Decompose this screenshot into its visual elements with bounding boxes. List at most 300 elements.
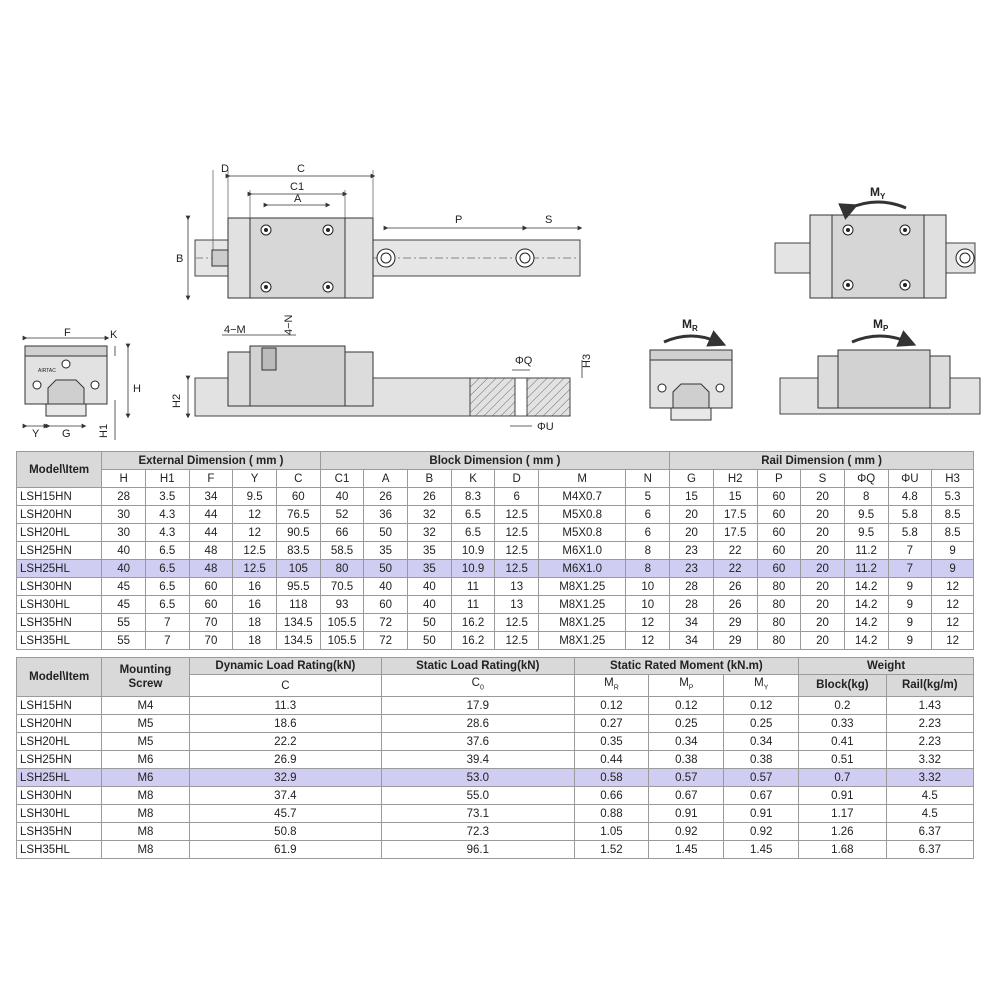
value-cell: 0.2	[799, 697, 886, 715]
column-header: D	[495, 470, 539, 488]
value-cell: 1.43	[886, 697, 973, 715]
value-cell: 9	[888, 632, 932, 650]
dimension-table	[16, 451, 974, 650]
value-cell: 134.5	[276, 614, 320, 632]
value-cell: M8	[102, 805, 189, 823]
value-cell: 12	[932, 614, 974, 632]
value-cell: 6	[626, 524, 670, 542]
table-row	[17, 632, 974, 650]
value-cell: 2.23	[886, 715, 973, 733]
end-view-drawing	[25, 327, 141, 440]
column-header: B	[408, 470, 452, 488]
value-cell: 7	[145, 614, 189, 632]
value-cell: 20	[670, 506, 714, 524]
value-cell: 7	[145, 632, 189, 650]
value-cell: 93	[320, 596, 364, 614]
value-cell: 20	[801, 488, 845, 506]
label-phiq: ΦQ	[515, 355, 533, 367]
value-cell: 17.5	[713, 506, 757, 524]
value-cell: 18	[233, 614, 277, 632]
pitch-moment-drawing	[780, 317, 980, 414]
column-header: ΦQ	[844, 470, 888, 488]
value-cell: 5	[626, 488, 670, 506]
value-cell: 18	[233, 632, 277, 650]
value-cell: 14.2	[844, 578, 888, 596]
group-static: Static Load Rating(kN)	[382, 658, 574, 675]
value-cell: M8X1.25	[539, 614, 626, 632]
value-cell: 50	[364, 560, 408, 578]
value-cell: 6.5	[145, 596, 189, 614]
column-header: P	[757, 470, 801, 488]
value-cell: 72.3	[382, 823, 574, 841]
value-cell: 20	[670, 524, 714, 542]
value-cell: 9.5	[844, 524, 888, 542]
value-cell: M8X1.25	[539, 578, 626, 596]
column-header: H2	[713, 470, 757, 488]
model-cell: LSH20HL	[17, 733, 102, 751]
label-phiu: ΦU	[537, 421, 554, 433]
value-cell: 16	[233, 596, 277, 614]
value-cell: 60	[364, 596, 408, 614]
value-cell: 55.0	[382, 787, 574, 805]
column-header: C1	[320, 470, 364, 488]
column-header: A	[364, 470, 408, 488]
value-cell: 11.2	[844, 542, 888, 560]
value-cell: 72	[364, 614, 408, 632]
value-cell: 30	[102, 506, 146, 524]
value-cell: 61.9	[189, 841, 381, 859]
sub-rail: Rail(kg/m)	[886, 675, 973, 697]
model-cell: LSH25HN	[17, 542, 102, 560]
value-cell: 60	[276, 488, 320, 506]
value-cell: 13	[495, 596, 539, 614]
value-cell: 0.91	[724, 805, 799, 823]
value-cell: 50	[364, 524, 408, 542]
group-rail: Rail Dimension ( mm )	[670, 452, 974, 470]
yaw-moment-drawing	[775, 185, 975, 298]
value-cell: 34	[670, 632, 714, 650]
value-cell: M6X1.0	[539, 542, 626, 560]
value-cell: 5.8	[888, 506, 932, 524]
top-view-drawing	[176, 163, 580, 298]
value-cell: 28	[670, 578, 714, 596]
value-cell: 0.66	[574, 787, 649, 805]
table-row	[17, 787, 974, 805]
value-cell: 20	[801, 632, 845, 650]
value-cell: 11.3	[189, 697, 381, 715]
table-row	[17, 488, 974, 506]
value-cell: 37.6	[382, 733, 574, 751]
value-cell: 6.5	[145, 560, 189, 578]
value-cell: 35	[408, 560, 452, 578]
value-cell: 1.52	[574, 841, 649, 859]
value-cell: 13	[495, 578, 539, 596]
value-cell: 20	[801, 560, 845, 578]
label-h2: H2	[171, 393, 183, 408]
value-cell: 7	[888, 560, 932, 578]
table-row	[17, 697, 974, 715]
table-row	[17, 769, 974, 787]
model-cell: LSH30HL	[17, 596, 102, 614]
label-p: P	[455, 214, 463, 226]
model-cell: LSH25HL	[17, 769, 102, 787]
value-cell: 0.57	[649, 769, 724, 787]
value-cell: 12.5	[495, 632, 539, 650]
value-cell: 105.5	[320, 632, 364, 650]
value-cell: 70	[189, 632, 233, 650]
value-cell: 16.2	[451, 614, 495, 632]
value-cell: 0.51	[799, 751, 886, 769]
value-cell: 5.8	[888, 524, 932, 542]
value-cell: 1.17	[799, 805, 886, 823]
value-cell: 0.44	[574, 751, 649, 769]
value-cell: 22	[713, 542, 757, 560]
value-cell: 11	[451, 578, 495, 596]
value-cell: 70.5	[320, 578, 364, 596]
column-header: ΦU	[888, 470, 932, 488]
value-cell: 5.3	[932, 488, 974, 506]
value-cell: 16	[233, 578, 277, 596]
table-row	[17, 560, 974, 578]
table-row	[17, 733, 974, 751]
model-cell: LSH20HN	[17, 506, 102, 524]
label-4n: 4−N	[283, 314, 295, 335]
sub-mp: $M_P$	[649, 675, 724, 697]
sub-block: Block(kg)	[799, 675, 886, 697]
value-cell: 35	[364, 542, 408, 560]
label-k: K	[110, 329, 118, 341]
value-cell: 3.32	[886, 751, 973, 769]
value-cell: 9	[888, 578, 932, 596]
value-cell: 32.9	[189, 769, 381, 787]
group-moment: Static Rated Moment (kN.m)	[574, 658, 799, 675]
value-cell: 45.7	[189, 805, 381, 823]
value-cell: 0.34	[649, 733, 724, 751]
value-cell: 4.5	[886, 787, 973, 805]
value-cell: 1.05	[574, 823, 649, 841]
value-cell: 80	[757, 614, 801, 632]
mounting-screw-header: Mounting Screw	[102, 658, 189, 697]
value-cell: 66	[320, 524, 364, 542]
value-cell: 58.5	[320, 542, 364, 560]
value-cell: 73.1	[382, 805, 574, 823]
value-cell: 12	[626, 614, 670, 632]
value-cell: 0.91	[799, 787, 886, 805]
value-cell: 0.41	[799, 733, 886, 751]
model-cell: LSH30HN	[17, 578, 102, 596]
model-cell: LSH30HL	[17, 805, 102, 823]
value-cell: 0.67	[649, 787, 724, 805]
value-cell: 0.92	[649, 823, 724, 841]
value-cell: 40	[364, 578, 408, 596]
value-cell: M4	[102, 697, 189, 715]
value-cell: 11.2	[844, 560, 888, 578]
value-cell: 105.5	[320, 614, 364, 632]
value-cell: 16.2	[451, 632, 495, 650]
value-cell: M8	[102, 787, 189, 805]
model-header-2: Model\Item	[17, 658, 102, 697]
value-cell: 9	[932, 560, 974, 578]
value-cell: 1.45	[649, 841, 724, 859]
technical-drawings	[0, 0, 1000, 450]
label-c1: C1	[290, 181, 305, 193]
value-cell: 4.8	[888, 488, 932, 506]
value-cell: 26	[364, 488, 408, 506]
value-cell: 1.26	[799, 823, 886, 841]
value-cell: 26.9	[189, 751, 381, 769]
label-my: $M_Y$	[870, 185, 886, 201]
table-row	[17, 841, 974, 859]
value-cell: 0.91	[649, 805, 724, 823]
value-cell: 60	[757, 560, 801, 578]
label-h3: H3	[581, 353, 593, 368]
value-cell: 0.12	[574, 697, 649, 715]
value-cell: 3.5	[145, 488, 189, 506]
label-f: F	[64, 327, 71, 339]
group-dynamic: Dynamic Load Rating(kN)	[189, 658, 381, 675]
value-cell: 1.45	[724, 841, 799, 859]
value-cell: 6	[495, 488, 539, 506]
value-cell: 80	[320, 560, 364, 578]
value-cell: 70	[189, 614, 233, 632]
value-cell: 11	[451, 596, 495, 614]
label-g: G	[62, 428, 71, 440]
roll-moment-drawing	[650, 317, 732, 420]
value-cell: 60	[757, 524, 801, 542]
value-cell: 80	[757, 578, 801, 596]
value-cell: M5X0.8	[539, 506, 626, 524]
value-cell: 34	[189, 488, 233, 506]
value-cell: 8	[626, 542, 670, 560]
value-cell: 0.38	[724, 751, 799, 769]
model-cell: LSH35HL	[17, 632, 102, 650]
value-cell: M8	[102, 841, 189, 859]
value-cell: 20	[801, 506, 845, 524]
value-cell: 36	[364, 506, 408, 524]
value-cell: M8	[102, 823, 189, 841]
value-cell: 12	[932, 596, 974, 614]
value-cell: 7	[888, 542, 932, 560]
model-cell: LSH20HL	[17, 524, 102, 542]
value-cell: 4.3	[145, 506, 189, 524]
value-cell: 26	[713, 578, 757, 596]
value-cell: 95.5	[276, 578, 320, 596]
value-cell: 40	[102, 560, 146, 578]
value-cell: 60	[757, 506, 801, 524]
value-cell: 6	[626, 506, 670, 524]
side-view-drawing	[171, 314, 593, 433]
value-cell: 40	[102, 542, 146, 560]
table-row	[17, 715, 974, 733]
column-header: N	[626, 470, 670, 488]
value-cell: M4X0.7	[539, 488, 626, 506]
column-header: K	[451, 470, 495, 488]
value-cell: 20	[801, 578, 845, 596]
value-cell: 34	[670, 614, 714, 632]
value-cell: 12	[932, 632, 974, 650]
value-cell: M6	[102, 751, 189, 769]
value-cell: M5X0.8	[539, 524, 626, 542]
value-cell: 17.5	[713, 524, 757, 542]
group-external: External Dimension ( mm )	[102, 452, 320, 470]
value-cell: 9.5	[233, 488, 277, 506]
label-a: A	[294, 193, 302, 205]
value-cell: 44	[189, 524, 233, 542]
value-cell: 15	[713, 488, 757, 506]
value-cell: 10	[626, 596, 670, 614]
value-cell: 20	[801, 596, 845, 614]
value-cell: 0.88	[574, 805, 649, 823]
value-cell: 48	[189, 560, 233, 578]
model-cell: LSH35HN	[17, 823, 102, 841]
value-cell: 0.7	[799, 769, 886, 787]
column-header: H1	[145, 470, 189, 488]
value-cell: 6.37	[886, 823, 973, 841]
table-row	[17, 542, 974, 560]
value-cell: 105	[276, 560, 320, 578]
value-cell: 50	[408, 614, 452, 632]
value-cell: 76.5	[276, 506, 320, 524]
label-h: H	[133, 383, 141, 395]
value-cell: 32	[408, 506, 452, 524]
label-h1: H1	[98, 423, 110, 438]
value-cell: 60	[757, 488, 801, 506]
value-cell: 6.37	[886, 841, 973, 859]
table-row	[17, 524, 974, 542]
value-cell: 10	[626, 578, 670, 596]
label-mr: $M_R$	[682, 317, 698, 333]
value-cell: 50.8	[189, 823, 381, 841]
value-cell: 3.32	[886, 769, 973, 787]
value-cell: 9	[932, 542, 974, 560]
value-cell: 0.25	[724, 715, 799, 733]
value-cell: 80	[757, 632, 801, 650]
value-cell: 45	[102, 596, 146, 614]
value-cell: 12.5	[495, 560, 539, 578]
label-y: Y	[32, 428, 40, 440]
table-row	[17, 506, 974, 524]
value-cell: 0.27	[574, 715, 649, 733]
value-cell: 10.9	[451, 542, 495, 560]
value-cell: 134.5	[276, 632, 320, 650]
value-cell: 2.23	[886, 733, 973, 751]
value-cell: M6X1.0	[539, 560, 626, 578]
value-cell: 8	[844, 488, 888, 506]
value-cell: 53.0	[382, 769, 574, 787]
label-b: B	[176, 253, 184, 265]
brand-logo: AIRTAC	[38, 368, 56, 374]
label-c: C	[297, 163, 305, 175]
value-cell: 96.1	[382, 841, 574, 859]
value-cell: M8X1.25	[539, 596, 626, 614]
column-header: S	[801, 470, 845, 488]
value-cell: 0.12	[724, 697, 799, 715]
value-cell: 12.5	[495, 506, 539, 524]
value-cell: 8.5	[932, 524, 974, 542]
value-cell: 0.12	[649, 697, 724, 715]
value-cell: 28.6	[382, 715, 574, 733]
label-s: S	[545, 214, 553, 226]
column-header: G	[670, 470, 714, 488]
value-cell: 40	[408, 596, 452, 614]
value-cell: 22	[713, 560, 757, 578]
model-cell: LSH25HN	[17, 751, 102, 769]
value-cell: M5	[102, 733, 189, 751]
value-cell: 1.68	[799, 841, 886, 859]
value-cell: 48	[189, 542, 233, 560]
value-cell: 29	[713, 614, 757, 632]
value-cell: 20	[801, 614, 845, 632]
value-cell: 17.9	[382, 697, 574, 715]
value-cell: M8X1.25	[539, 632, 626, 650]
label-d: D	[221, 163, 229, 175]
model-cell: LSH30HN	[17, 787, 102, 805]
model-cell: LSH15HN	[17, 488, 102, 506]
value-cell: 12	[932, 578, 974, 596]
value-cell: 6.5	[451, 506, 495, 524]
value-cell: 0.58	[574, 769, 649, 787]
value-cell: 22.2	[189, 733, 381, 751]
value-cell: 12	[233, 524, 277, 542]
value-cell: 0.38	[649, 751, 724, 769]
value-cell: 26	[713, 596, 757, 614]
model-cell: LSH15HN	[17, 697, 102, 715]
label-mp: $M_P$	[873, 317, 889, 333]
value-cell: 12.5	[495, 524, 539, 542]
value-cell: 83.5	[276, 542, 320, 560]
value-cell: 44	[189, 506, 233, 524]
value-cell: 8	[626, 560, 670, 578]
value-cell: 0.33	[799, 715, 886, 733]
model-cell: LSH35HL	[17, 841, 102, 859]
table-row	[17, 578, 974, 596]
value-cell: 20	[801, 524, 845, 542]
value-cell: 8.3	[451, 488, 495, 506]
value-cell: 90.5	[276, 524, 320, 542]
value-cell: 28	[102, 488, 146, 506]
column-header: H3	[932, 470, 974, 488]
label-4m: 4−M	[224, 324, 246, 336]
group-block: Block Dimension ( mm )	[320, 452, 669, 470]
value-cell: 12	[233, 506, 277, 524]
table-row	[17, 751, 974, 769]
group-weight: Weight	[799, 658, 974, 675]
value-cell: 6.5	[145, 578, 189, 596]
value-cell: 55	[102, 614, 146, 632]
column-header: M	[539, 470, 626, 488]
value-cell: 10.9	[451, 560, 495, 578]
table-row	[17, 596, 974, 614]
value-cell: 60	[189, 596, 233, 614]
value-cell: 60	[757, 542, 801, 560]
model-cell: LSH25HL	[17, 560, 102, 578]
model-cell: LSH20HN	[17, 715, 102, 733]
sub-mr: $M_R$	[574, 675, 649, 697]
load-rating-table	[16, 657, 974, 859]
table-row	[17, 823, 974, 841]
value-cell: 0.34	[724, 733, 799, 751]
value-cell: 39.4	[382, 751, 574, 769]
value-cell: 0.35	[574, 733, 649, 751]
value-cell: 12.5	[495, 542, 539, 560]
value-cell: 30	[102, 524, 146, 542]
value-cell: 12.5	[495, 614, 539, 632]
value-cell: 40	[320, 488, 364, 506]
sub-my: $M_Y$	[724, 675, 799, 697]
value-cell: 12.5	[233, 542, 277, 560]
value-cell: 52	[320, 506, 364, 524]
value-cell: 0.25	[649, 715, 724, 733]
